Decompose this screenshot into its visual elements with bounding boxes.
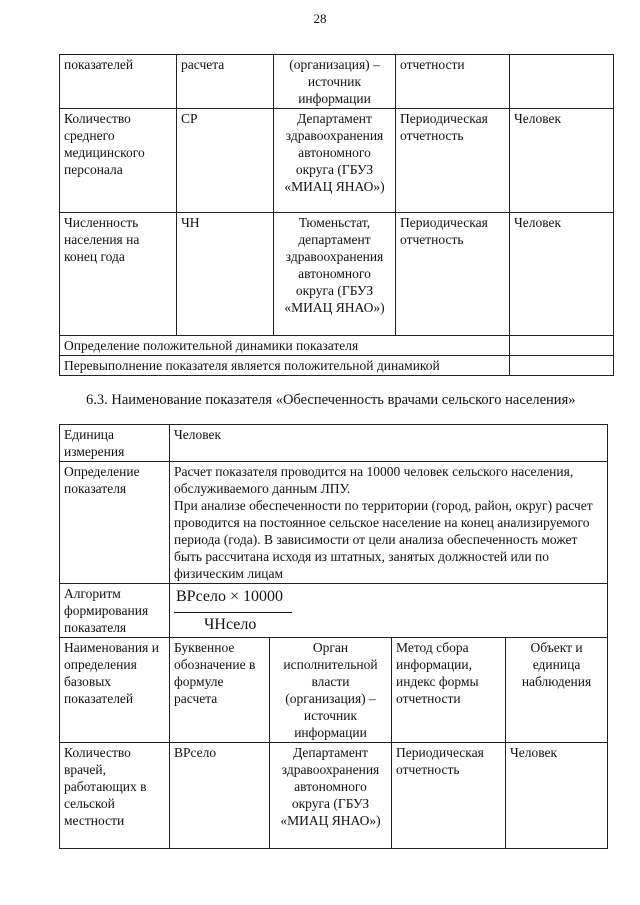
table-cell: Департамент здравоохранения автономного округа (ГБУЗ «МИАЦ ЯНАО»)	[270, 743, 392, 849]
table-row	[60, 425, 608, 462]
table-cell: (организация) – источник информации	[274, 55, 396, 109]
table-cell: расчета	[177, 55, 274, 109]
table-row	[60, 462, 608, 584]
indicator-table	[59, 424, 608, 849]
table-row	[60, 356, 614, 376]
table-row	[60, 213, 614, 336]
table-row	[60, 55, 614, 109]
formula	[174, 585, 292, 635]
table-cell: Периодическая отчетность	[396, 109, 510, 213]
table-cell: ВРсело	[170, 743, 270, 849]
column-header: Метод сбора информации, индекс формы отчетности	[392, 638, 506, 743]
table-cell: Количество среднего медицинского персонала	[60, 109, 177, 213]
table-cell	[510, 55, 614, 109]
table-cell: Периодическая отчетность	[396, 213, 510, 336]
column-header: Буквенное обозначение в формуле расчета	[170, 638, 270, 743]
table-cell	[510, 336, 614, 356]
definition-text	[170, 462, 608, 584]
formula-cell	[170, 584, 608, 638]
fraction-bar	[174, 612, 292, 613]
table-row	[60, 584, 608, 638]
span-cell: Определение положительной динамики показателя	[60, 336, 510, 356]
table-cell: Количество врачей, работающих в сельской местности	[60, 743, 170, 849]
table-row	[60, 743, 608, 849]
table-cell: отчетности	[396, 55, 510, 109]
column-header: Орган исполнительной власти (организация) – источник информации	[270, 638, 392, 743]
definition-label: Определение показателя	[60, 462, 170, 584]
column-header: Наименования и определения базовых показателей	[60, 638, 170, 743]
table-row	[60, 638, 608, 743]
unit-label: Единица измерения	[60, 425, 170, 462]
table-cell: Тюменьстат, департамент здравоохранения автономного округа (ГБУЗ «МИАЦ ЯНАО»)	[274, 213, 396, 336]
definition-paragraph: Расчет показателя проводится на 10000 человек сельского населения, обслуживаемого данным ЛПУ.	[174, 464, 574, 496]
table-cell: показателей	[60, 55, 177, 109]
table-row	[60, 336, 614, 356]
table-cell: Человек	[506, 743, 608, 849]
table-cell: Департамент здравоохранения автономного округа (ГБУЗ «МИАЦ ЯНАО»)	[274, 109, 396, 213]
table-cell: СР	[177, 109, 274, 213]
table-cell: ЧН	[177, 213, 274, 336]
page-number: 28	[313, 11, 327, 26]
table-cell: Численность населения на конец года	[60, 213, 177, 336]
span-cell: Перевыполнение показателя является положительной динамикой	[60, 356, 510, 376]
algorithm-label: Алгоритм формирования показателя	[60, 584, 170, 638]
formula-denominator: ЧНсело	[204, 616, 257, 633]
unit-value: Человек	[170, 425, 608, 462]
table-cell	[510, 356, 614, 376]
table-cell: Человек	[510, 213, 614, 336]
column-header: Объект и единица наблюдения	[506, 638, 608, 743]
indicator-table-continued	[59, 54, 614, 376]
table-row	[60, 109, 614, 213]
formula-numerator: ВРсело × 10000	[176, 588, 283, 605]
section-heading: 6.3. Наименование показателя «Обеспеченность врачами сельского населения»	[86, 392, 576, 408]
table-cell: Периодическая отчетность	[392, 743, 506, 849]
definition-paragraph: При анализе обеспеченности по территории (город, район, округ) расчет проводится на постоянное сельское население на конец анализируемого периода (года). В зависимости от цели анализа обеспеченность может быть рассчитана исходя из штатных, занятых должностей или по физическим лицам	[174, 498, 593, 581]
table-cell: Человек	[510, 109, 614, 213]
